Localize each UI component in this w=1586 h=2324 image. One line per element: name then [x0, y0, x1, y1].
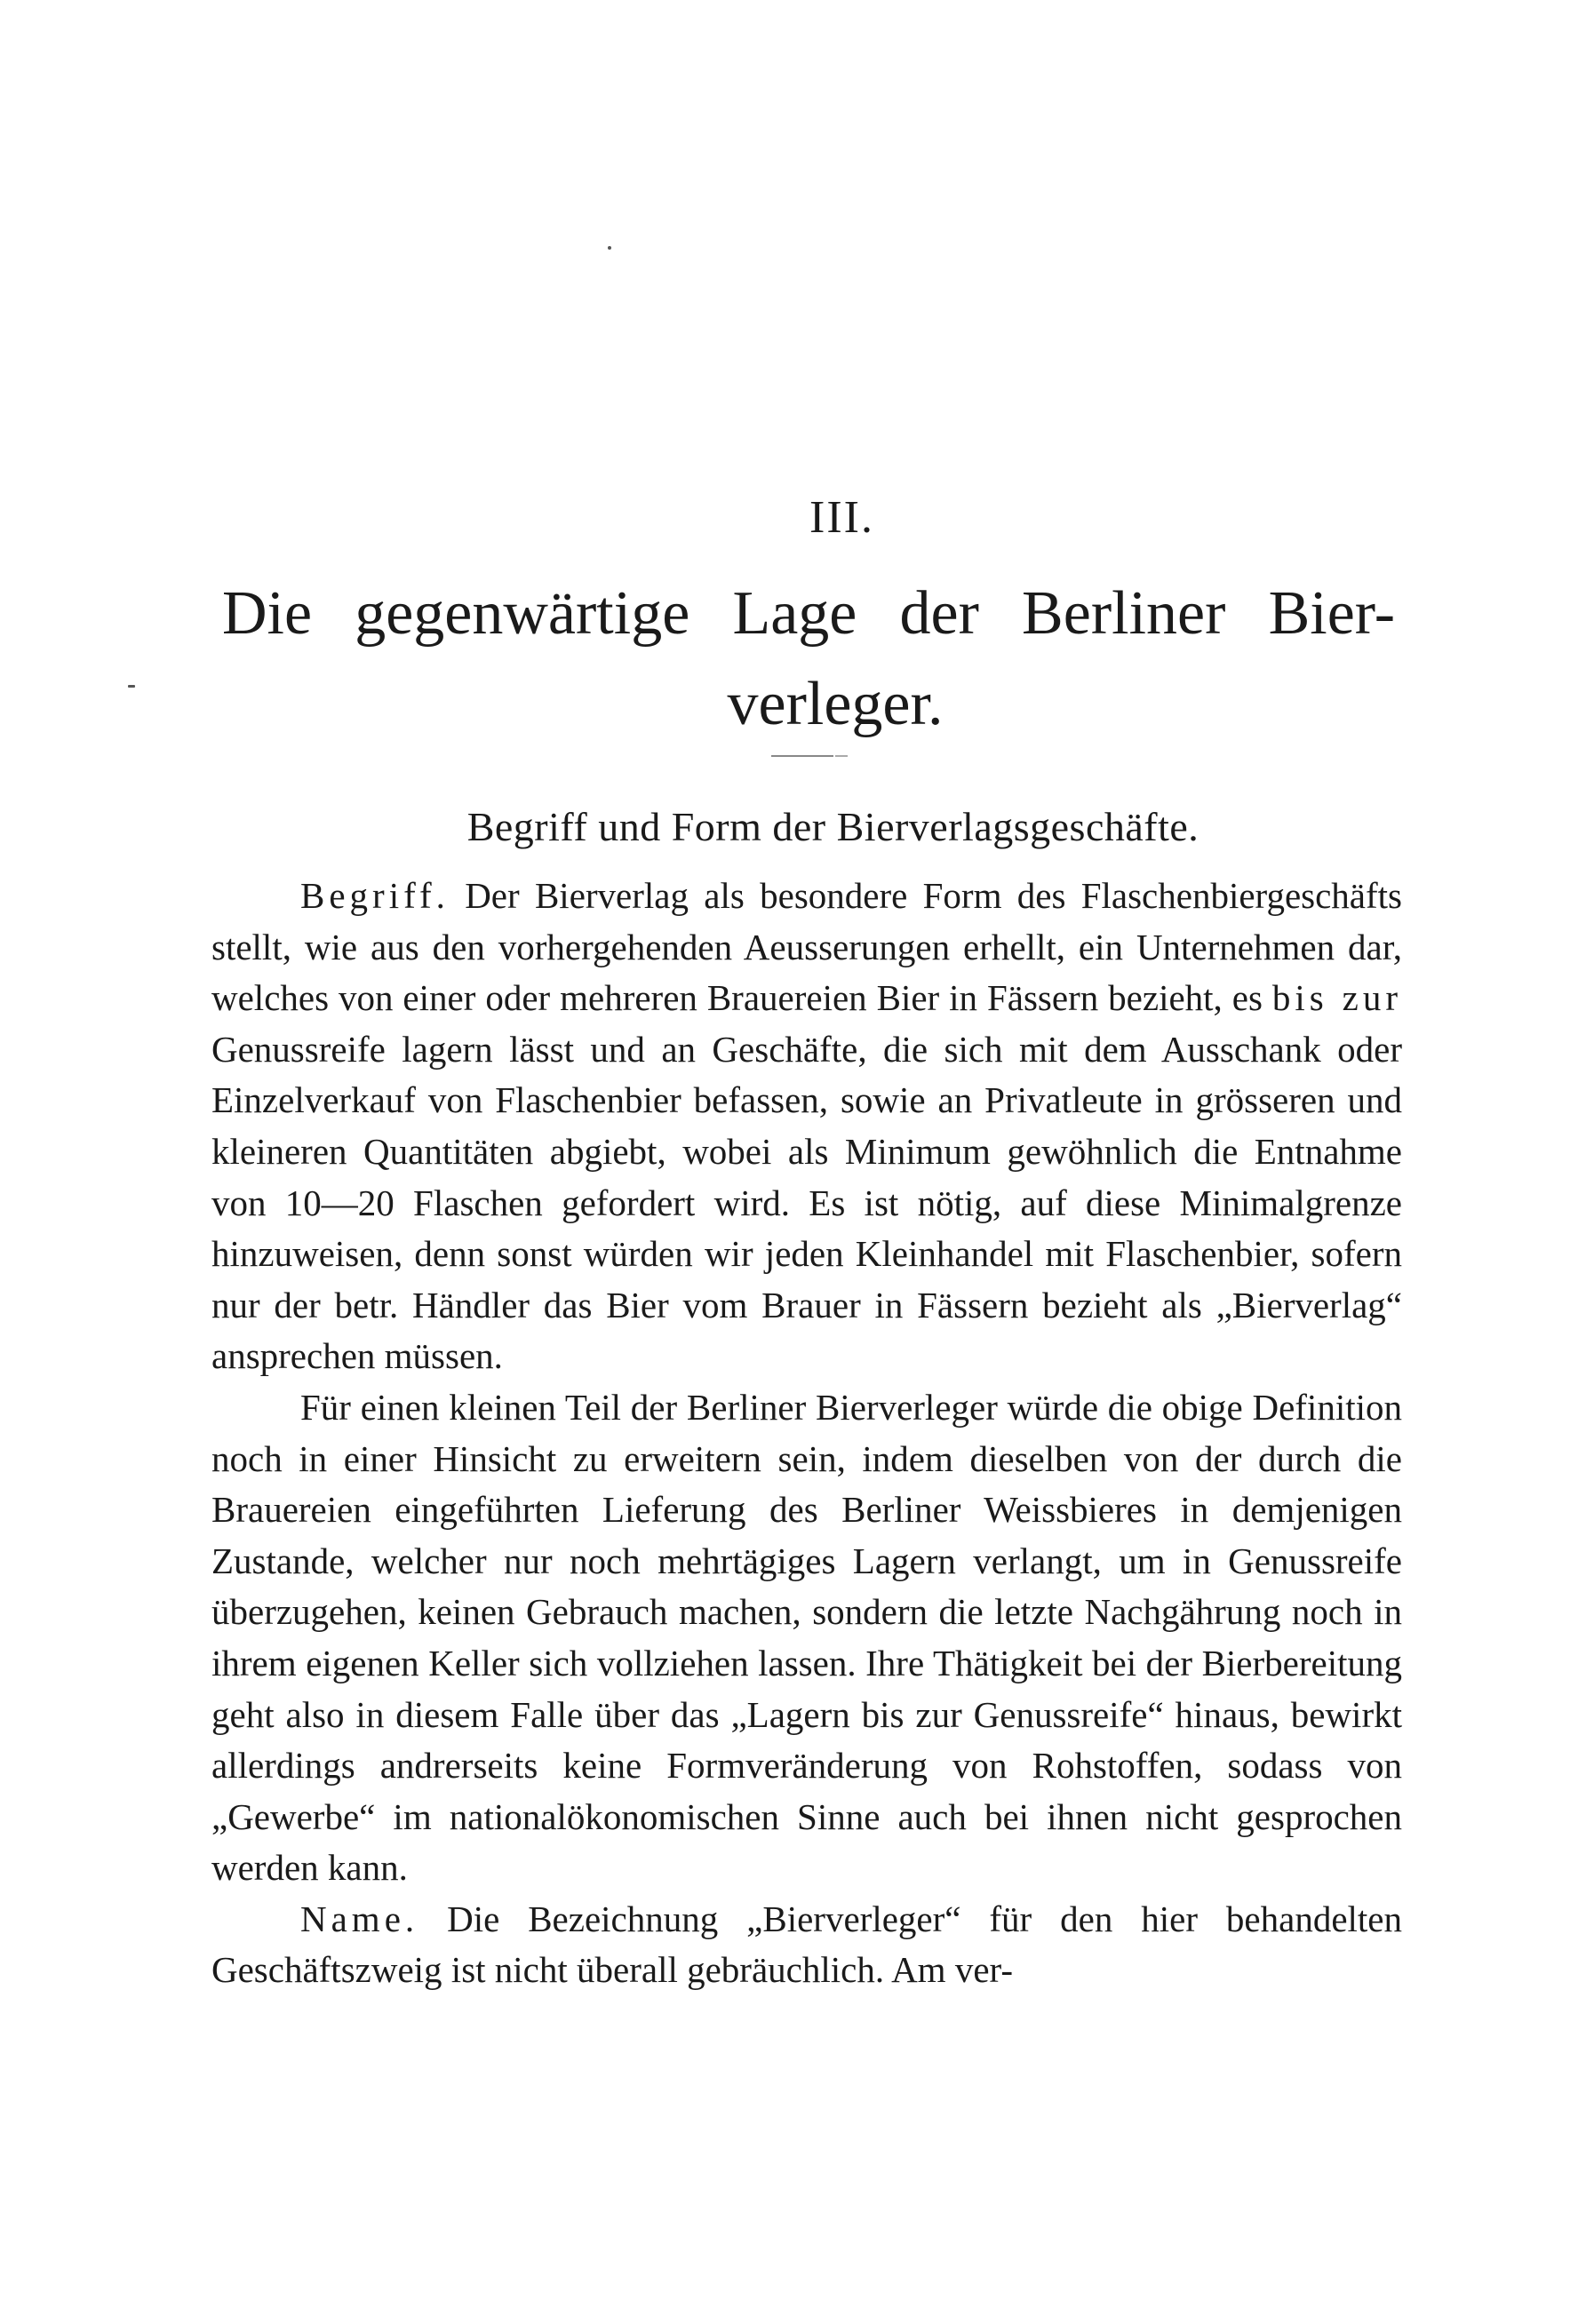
paragraph-definition [211, 871, 1402, 1382]
section-heading: Begriff und Form der Bierverlagsgeschäfte. [466, 804, 1199, 849]
paragraph-lead-begriff: Begriff. [300, 875, 450, 916]
print-speck [128, 685, 135, 688]
chapter-title [222, 569, 1395, 750]
chapter-number: III. [809, 492, 874, 543]
title-separator-rule [771, 755, 833, 757]
paragraph-text: Die Bezeichnung „Bierverleger“ für den hier behandelten Geschäftszweig ist nicht überall gebräuchlich. Am ver- [211, 1898, 1402, 1991]
paragraph-text-continued: Genussreife lagern lässt und an Geschäfte, die sich mit dem Ausschank oder Einzelverkauf von Flaschenbier befassen, sowie an Privatleute in grösseren und kleineren Quantitäten abgiebt, wobei als Minimum gewöhnlich die Entnahme von 10—20 Flaschen gefordert wird. Es ist nötig, auf diese Minimalgrenze hinzuweisen, denn sonst würden wir jeden Kleinhandel mit Flaschenbier, sofern nur der betr. Händler das Bier vom Brauer in Fässern bezieht als „Bierverlag“ ansprechen müssen. [211, 1028, 1402, 1377]
paragraph-text: Für einen kleinen Teil der Berliner Bierverleger würde die obige Definition noch in einer Hinsicht zu erweitern sein, indem dieselben von der durch die Brauereien eingeführten Lieferung des Berliner Weissbieres in demjenigen Zustande, welcher nur noch mehrtägiges Lagern verlangt, um in Genussreife überzugehen, keinen Gebrauch machen, sondern die letzte Nachgährung noch in ihrem eigenen Keller sich vollziehen lassen. Ihre Thätigkeit bei der Bierbereitung geht also in diesem Falle über das „Lagern bis zur Genussreife“ hinaus, bewirkt allerdings andrerseits keine Formveränderung von Rohstoffen, sodass von „Gewerbe“ im nationalökonomischen Sinne auch bei ihnen nicht gesprochen werden kann. [211, 1386, 1402, 1889]
paragraph-text: Der Bierverlag als besondere Form des Flaschenbiergeschäfts stellt, wie aus den vorhergehenden Aeusserungen erhellt, ein Unternehmen dar, welches von einer oder mehreren Brauereien Bier in Fässern bezieht, es [211, 875, 1402, 1019]
title-separator-dash [835, 755, 848, 757]
chapter-title-line-2: verleger. [727, 670, 944, 738]
paragraph-name [211, 1894, 1402, 1996]
chapter-title-line-1: Die gegenwärtige Lage der Berliner Bier- [222, 579, 1395, 648]
body-text [211, 871, 1402, 1996]
spaced-emphasis: bis zur [1271, 977, 1402, 1019]
paragraph-lead-name: Name. [300, 1898, 419, 1939]
paragraph-weissbier [211, 1382, 1402, 1894]
print-speck [608, 246, 611, 250]
